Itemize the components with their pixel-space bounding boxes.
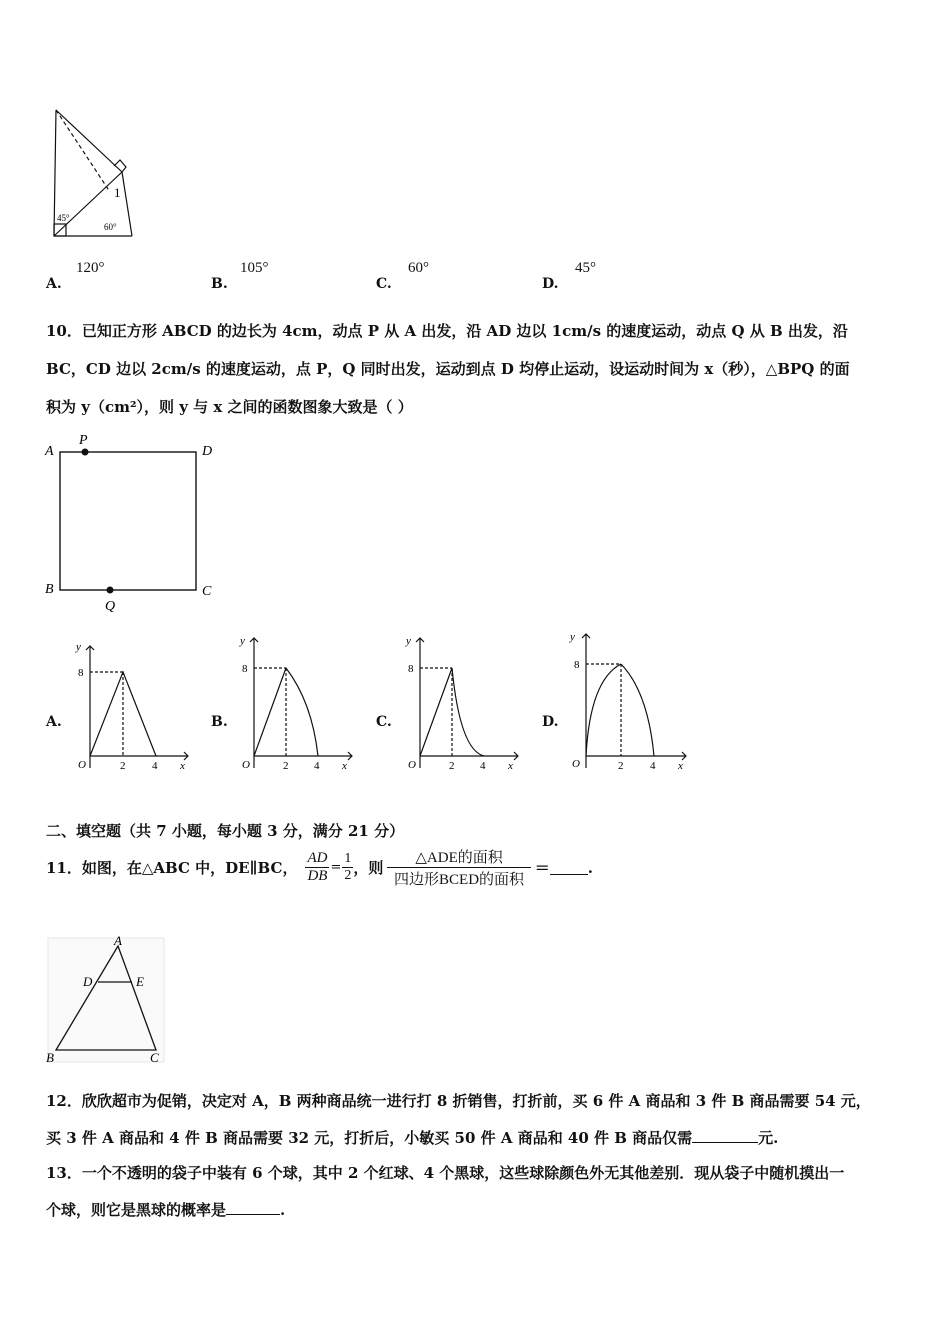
graph-c-x2: 2 bbox=[449, 760, 455, 772]
q10-option-a-letter: A. bbox=[46, 714, 62, 730]
q13-line2-text: 个球，则它是黑球的概率是 bbox=[46, 1201, 227, 1219]
section-2-title: 二、填空题（共 7 小题，每小题 3 分，满分 21 分） bbox=[46, 822, 405, 840]
graph-d-ymax: 8 bbox=[574, 659, 580, 671]
q12-answer-blank[interactable] bbox=[692, 1128, 758, 1143]
graph-a-x-label: x bbox=[180, 760, 185, 772]
graph-a-x4: 4 bbox=[152, 760, 158, 772]
graph-b-origin: O bbox=[242, 759, 250, 771]
q9-option-c-letter: C. bbox=[376, 276, 392, 292]
q10-option-c-letter: C. bbox=[376, 714, 392, 730]
graph-d-y-label: y bbox=[570, 631, 575, 643]
q9-option-b-letter: B. bbox=[211, 276, 228, 292]
q11-label-e: E bbox=[136, 974, 144, 989]
graph-a-y-label: y bbox=[76, 641, 81, 653]
graph-c-x4: 4 bbox=[480, 760, 486, 772]
square-label-a: A bbox=[45, 444, 54, 459]
graph-b-y-label: y bbox=[240, 635, 245, 647]
graph-d-x2: 2 bbox=[618, 760, 624, 772]
graph-c-ymax: 8 bbox=[408, 663, 414, 675]
graph-c-origin: O bbox=[408, 759, 416, 771]
q11-label-d: D bbox=[83, 974, 93, 989]
q11-half-num: 1 bbox=[344, 851, 352, 866]
q12-text-line2 bbox=[46, 1127, 778, 1148]
square-label-c: C bbox=[202, 584, 212, 599]
graph-a-ymax: 8 bbox=[78, 667, 84, 679]
graph-a-origin: O bbox=[78, 759, 86, 771]
q10-graph-c bbox=[400, 632, 525, 775]
square-label-b: B bbox=[45, 582, 54, 597]
q9-option-a-value: 120° bbox=[76, 260, 105, 276]
graph-b-ymax: 8 bbox=[242, 663, 248, 675]
q11-mid: ，则 bbox=[353, 859, 384, 877]
q11-prefix: 11．如图，在△ABC 中，DE∥BC， bbox=[46, 859, 298, 877]
q11-half-fraction bbox=[342, 851, 353, 884]
q9-option-b-value: 105° bbox=[240, 260, 269, 276]
q10-text-line3: 积为 y（cm²），则 y 与 x 之间的函数图象大致是（ ） bbox=[46, 398, 413, 416]
graph-d-x4: 4 bbox=[650, 760, 656, 772]
q10-text-line2: BC，CD 边以 2cm/s 的速度运动，点 P，Q 同时出发，运动到点 D 均停止运动，设运动时间为 x（秒），△BPQ 的面 bbox=[46, 360, 850, 378]
q11-ratio-fraction bbox=[305, 850, 329, 885]
q9-option-d-value: 45° bbox=[575, 260, 596, 276]
q11-end: . bbox=[587, 858, 593, 877]
q11-area-den: 四边形BCED的面积 bbox=[394, 872, 525, 888]
graph-b-x-label: x bbox=[342, 760, 347, 772]
q9-option-a-letter: A. bbox=[46, 276, 62, 292]
angle-1-label: 1 bbox=[114, 185, 121, 200]
q11-area-num: △ADE的面积 bbox=[387, 846, 530, 868]
graph-c-x-label: x bbox=[508, 760, 513, 772]
angle-45-label: 45° bbox=[57, 213, 70, 223]
q10-option-b-letter: B. bbox=[211, 714, 228, 730]
q12-text-line1: 12．欣欣超市为促销，决定对 A，B 两种商品统一进行打 8 折销售，打折前，买 6 件 A 商品和 3 件 B 商品需要 54 元， bbox=[46, 1092, 871, 1110]
q10-graph-d bbox=[566, 628, 691, 775]
q11-area-fraction bbox=[387, 846, 530, 889]
angle-60-label: 60° bbox=[104, 222, 117, 232]
graph-c-y-label: y bbox=[406, 635, 411, 647]
square-label-p: P bbox=[79, 433, 88, 448]
q11-label-a: A bbox=[114, 933, 122, 948]
q12-line2-end: 元. bbox=[758, 1129, 779, 1147]
q11-text-line bbox=[46, 846, 593, 889]
q13-text-line1: 13．一个不透明的袋子中装有 6 个球，其中 2 个红球、4 个黑球，这些球除颜色外无其他差别．现从袋子中随机摸出一 bbox=[46, 1164, 845, 1182]
q11-equals: = bbox=[330, 860, 342, 875]
q11-suffix: ＝ bbox=[534, 859, 550, 877]
q11-triangle-figure bbox=[44, 932, 168, 1066]
q10-option-d-letter: D. bbox=[542, 714, 559, 730]
q13-line2-end: . bbox=[280, 1201, 286, 1219]
q11-label-c: C bbox=[150, 1050, 159, 1065]
q11-ratio-num: AD bbox=[307, 850, 328, 866]
q9-triangle-figure bbox=[48, 104, 148, 244]
q10-graph-a bbox=[70, 640, 195, 775]
square-label-q: Q bbox=[105, 599, 116, 614]
q10-square-figure bbox=[42, 430, 222, 615]
q13-answer-blank[interactable] bbox=[226, 1200, 280, 1215]
point-p-dot bbox=[82, 449, 89, 456]
graph-a-x2: 2 bbox=[120, 760, 126, 772]
q11-ratio-den: DB bbox=[307, 868, 328, 884]
q9-option-c-value: 60° bbox=[408, 260, 429, 276]
q10-text-line1: 10．已知正方形 ABCD 的边长为 4cm，动点 P 从 A 出发，沿 AD 边以 1cm/s 的速度运动，动点 Q 从 B 出发，沿 bbox=[46, 322, 848, 340]
q12-line2-text: 买 3 件 A 商品和 4 件 B 商品需要 32 元，打折后，小敏买 50 件 A 商品和 40 件 B 商品仅需 bbox=[46, 1129, 693, 1147]
graph-b-x4: 4 bbox=[314, 760, 320, 772]
point-q-dot bbox=[107, 587, 114, 594]
graph-d-x-label: x bbox=[678, 760, 683, 772]
q9-option-d-letter: D. bbox=[542, 276, 559, 292]
graph-d-origin: O bbox=[572, 758, 580, 770]
q10-graph-b bbox=[234, 632, 359, 775]
q13-text-line2 bbox=[46, 1199, 285, 1220]
graph-b-x2: 2 bbox=[283, 760, 289, 772]
q11-label-b: B bbox=[46, 1050, 54, 1065]
square-label-d: D bbox=[202, 444, 213, 459]
q11-answer-blank[interactable] bbox=[550, 860, 588, 875]
q11-half-den: 2 bbox=[344, 868, 352, 883]
